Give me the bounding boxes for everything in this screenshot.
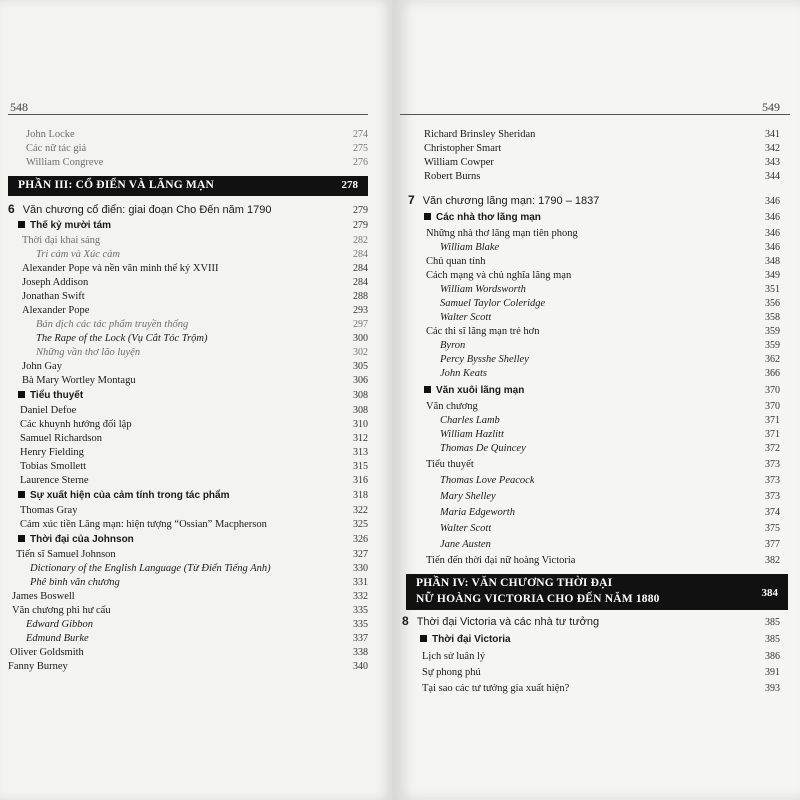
toc-entry: Thời đại khai sáng 282 [22, 235, 368, 246]
toc-entry: Bà Mary Wortley Montagu 306 [22, 375, 368, 386]
chapter-heading: 8 Thời đại Victoria và các nhà tư tưởng 385 [402, 614, 780, 628]
toc-entry: John Gay 305 [22, 361, 368, 372]
page-number: 548 [10, 100, 28, 114]
toc-entry: Joseph Addison 284 [22, 277, 368, 288]
toc-entry: Mary Shelley 373 [440, 491, 780, 502]
toc-entry: Lịch sử luân lý 386 [422, 651, 780, 662]
toc-entry: Dictionary of the English Language (Từ Điển Tiếng Anh) 330 [30, 563, 368, 574]
toc-entry: Maria Edgeworth 374 [440, 507, 780, 518]
toc-entry: Các thi sĩ lãng mạn trẻ hơn 359 [426, 326, 780, 337]
square-bullet-icon [424, 213, 431, 220]
toc-entry: Tiểu thuyết 373 [426, 459, 780, 470]
toc-entry: Walter Scott 358 [440, 312, 780, 323]
toc-entry: Byron 359 [440, 340, 780, 351]
section-heading: Sự xuất hiện của cảm tính trong tác phẩm 318 [18, 490, 368, 501]
square-bullet-icon [18, 391, 25, 398]
chapter-heading: 7 Văn chương lãng mạn: 1790 – 1837 346 [408, 193, 780, 207]
right-page [394, 0, 800, 800]
toc-entry: Tiến sĩ Samuel Johnson 327 [16, 549, 368, 560]
toc-entry: Thomas De Quincey 372 [440, 443, 780, 454]
toc-entry: Samuel Richardson 312 [20, 433, 368, 444]
square-bullet-icon [18, 535, 25, 542]
toc-entry: Tiến đến thời đại nữ hoàng Victoria 382 [426, 555, 780, 566]
toc-entry: Tri cảm và Xúc cảm 284 [36, 249, 368, 260]
chapter-heading: 6 Văn chương cổ điển: giai đoạn Cho Đến năm 1790 279 [8, 202, 368, 216]
part-banner-title: PHẦN III: CỔ ĐIỂN VÀ LÃNG MẠN [18, 179, 214, 191]
toc-entry: Jonathan Swift 288 [22, 291, 368, 302]
section-heading: Thời đại của Johnson 326 [18, 534, 368, 545]
toc-entry: James Boswell 332 [12, 591, 368, 602]
toc-entry: Những vần thơ lão luyện 302 [36, 347, 368, 358]
toc-entry: Oliver Goldsmith 338 [10, 647, 368, 658]
toc-entry: Chủ quan tính 348 [426, 256, 780, 267]
toc-entry: William Congreve 276 [26, 157, 368, 168]
toc-entry: Bản dịch các tác phẩm truyền thống 297 [36, 319, 368, 330]
square-bullet-icon [424, 386, 431, 393]
toc-entry: Fanny Burney 340 [8, 661, 368, 672]
header-rule [8, 114, 368, 115]
square-bullet-icon [18, 221, 25, 228]
left-page [0, 0, 392, 800]
part-banner-page: 384 [761, 587, 778, 599]
toc-entry: William Blake 346 [440, 242, 780, 253]
toc-entry: The Rape of the Lock (Vụ Cắt Tóc Trộm) 300 [36, 333, 368, 344]
section-heading: Các nhà thơ lãng mạn 346 [424, 212, 780, 223]
part-banner [8, 176, 368, 196]
toc-entry: Các khuynh hướng đối lập 310 [20, 419, 368, 430]
toc-entry: Daniel Defoe 308 [20, 405, 368, 416]
part-banner [406, 574, 788, 610]
toc-entry: Tại sao các tư tưởng gia xuất hiện? 393 [422, 683, 780, 694]
toc-entry: Henry Fielding 313 [20, 447, 368, 458]
page-number: 549 [762, 100, 780, 114]
toc-entry: Alexander Pope và nền văn minh thế kỷ XVIII 284 [22, 263, 368, 274]
toc-entry: Phê bình văn chương 331 [30, 577, 368, 588]
toc-entry: Charles Lamb 371 [440, 415, 780, 426]
toc-entry: John Locke 274 [26, 129, 368, 140]
part-banner-line1: PHẦN IV: VĂN CHƯƠNG THỜI ĐẠI [416, 577, 613, 589]
toc-entry: Robert Burns 344 [424, 171, 780, 182]
header-rule [400, 114, 790, 115]
toc-entry: William Hazlitt 371 [440, 429, 780, 440]
toc-entry: Christopher Smart 342 [424, 143, 780, 154]
section-heading: Thời đại Victoria 385 [420, 634, 780, 645]
toc-entry: Các nữ tác giả 275 [26, 143, 368, 154]
toc-entry: Văn chương phi hư cấu 335 [12, 605, 368, 616]
toc-entry: Percy Bysshe Shelley 362 [440, 354, 780, 365]
section-heading: Tiểu thuyết 308 [18, 390, 368, 401]
toc-entry: Tobias Smollett 315 [20, 461, 368, 472]
part-banner-line2: NỮ HOÀNG VICTORIA CHO ĐẾN NĂM 1880 [416, 593, 660, 605]
toc-entry: William Wordsworth 351 [440, 284, 780, 295]
toc-entry: Thomas Gray 322 [20, 505, 368, 516]
toc-entry: Văn chương 370 [426, 401, 780, 412]
toc-entry: Samuel Taylor Coleridge 356 [440, 298, 780, 309]
toc-entry: Richard Brinsley Sheridan 341 [424, 129, 780, 140]
toc-entry: Những nhà thơ lãng mạn tiên phong 346 [426, 228, 780, 239]
toc-entry: Laurence Sterne 316 [20, 475, 368, 486]
toc-entry: Edmund Burke 337 [26, 633, 368, 644]
toc-entry: Sự phong phú 391 [422, 667, 780, 678]
toc-entry: Thomas Love Peacock 373 [440, 475, 780, 486]
toc-entry: Walter Scott 375 [440, 523, 780, 534]
square-bullet-icon [18, 491, 25, 498]
part-banner-page: 278 [341, 179, 358, 191]
section-heading: Văn xuôi lãng mạn 370 [424, 385, 780, 396]
toc-entry: Cách mạng và chủ nghĩa lãng mạn 349 [426, 270, 780, 281]
toc-entry: William Cowper 343 [424, 157, 780, 168]
toc-entry: Edward Gibbon 335 [26, 619, 368, 630]
square-bullet-icon [420, 635, 427, 642]
toc-entry: Jane Austen 377 [440, 539, 780, 550]
section-heading: Thế kỷ mười tám 279 [18, 220, 368, 231]
toc-entry: Alexander Pope 293 [22, 305, 368, 316]
toc-entry: John Keats 366 [440, 368, 780, 379]
toc-entry: Cảm xúc tiền Lãng mạn: hiện tượng “Ossian” Macpherson 325 [20, 519, 368, 530]
